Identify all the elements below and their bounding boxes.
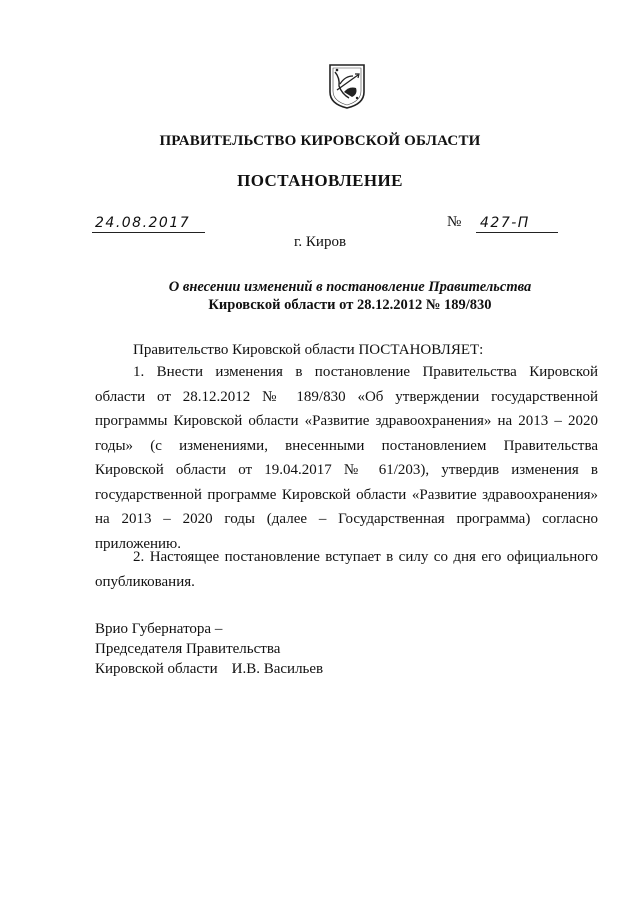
- paragraph-2: 2. Настоящее постановление вступает в силу со дня его официального опубликования.: [95, 549, 598, 590]
- signature-block: [95, 619, 323, 679]
- signatory-region: Кировской области: [95, 661, 218, 677]
- signatory-name: И.В. Васильев: [231, 661, 324, 677]
- paragraph-1: 1. Внести изменения в постановление Правительства Кировской области от 28.12.2012 № 189/830 «Об утверждении государственной программы Кировской области «Развитие здравоохранения» на 2013 – 2020 годы» (с изменениями, внесенными постановлением Правительства Кировской области от 19.04.2017 № 61/203), утвердив изменения в государственной программе Кировской области «Развитие здравоохранения» на 2013 – 2020 годы (далее – Государственная программа) согласно приложению.: [95, 364, 598, 552]
- issuing-authority: ПРАВИТЕЛЬСТВО КИРОВСКОЙ ОБЛАСТИ: [159, 133, 481, 149]
- number-underline: [476, 232, 558, 233]
- coat-of-arms-icon: [327, 62, 367, 110]
- number-sign: №: [447, 214, 462, 230]
- preamble: Правительство Кировской области ПОСТАНОВЛЯЕТ:: [133, 342, 484, 358]
- document-date: 24.08.2017: [95, 215, 191, 231]
- subject-line-2: Кировской области от 28.12.2012 № 189/830: [208, 297, 492, 313]
- document-subject: [80, 278, 620, 314]
- document-number: 427-П: [480, 215, 530, 231]
- signatory-title-line-2: Председателя Правительства: [95, 641, 281, 657]
- city: г. Киров: [293, 234, 347, 250]
- document-type: ПОСТАНОВЛЕНИЕ: [237, 171, 403, 190]
- subject-line-1: О внесении изменений в постановление Правительства: [168, 279, 532, 295]
- signatory-title-line-1: Врио Губернатора –: [95, 621, 223, 637]
- date-underline: [92, 232, 205, 233]
- signatory-title-line-3: [95, 659, 323, 679]
